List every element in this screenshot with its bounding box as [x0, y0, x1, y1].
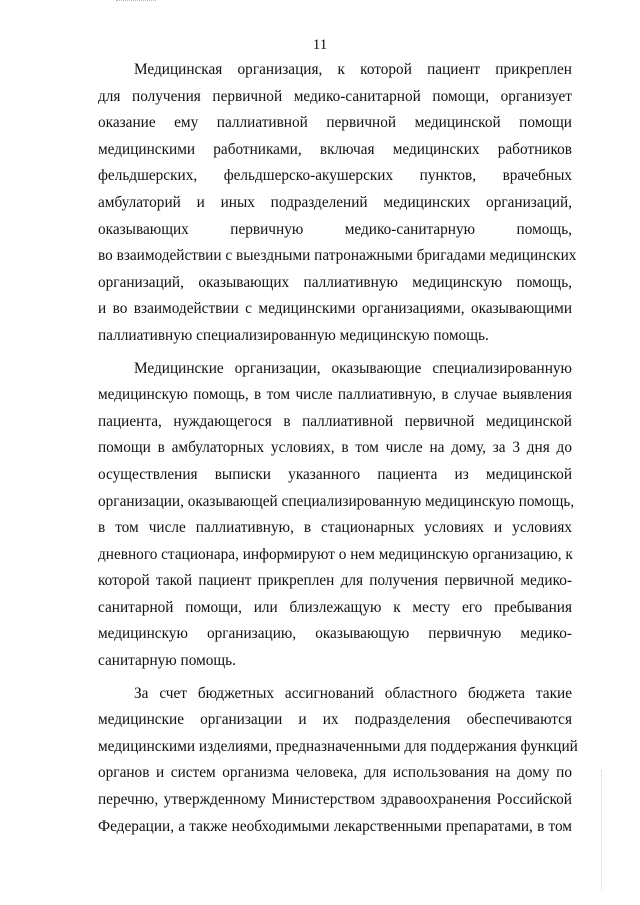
text-line: оказание ему паллиативной первичной медицинской помощи — [98, 114, 572, 132]
text-line: Федерации, а также необходимыми лекарственными препаратами, в том — [98, 817, 572, 835]
paragraph — [98, 57, 577, 350]
text-line: организаций, оказывающих паллиативную медицинскую помощь, — [98, 273, 572, 291]
text-line: медицинскими изделиями, предназначенными для поддержания функций — [98, 737, 578, 755]
scan-edge-artifact — [601, 770, 604, 890]
scan-artifact — [116, 0, 156, 5]
text-line: санитарной помощи, или близлежащую к месту его пребывания — [98, 598, 572, 616]
text-line: организации, оказывающей специализированную медицинскую помощь, — [98, 492, 575, 510]
text-line: для получения первичной медико-санитарной помощи, организует — [98, 87, 572, 105]
text-line: помощи в амбулаторных условиях, в том числе на дому, за 3 дня до — [98, 439, 572, 457]
text-line: медицинские организации и их подразделения обеспечиваются — [98, 711, 572, 729]
text-line: паллиативную специализированную медицинскую помощь. — [98, 326, 489, 344]
text-line: и во взаимодействии с медицинскими организациями, оказывающими — [98, 300, 572, 318]
text-line: медицинскую организацию, оказывающую первичную медико- — [98, 625, 572, 643]
paragraph — [98, 356, 575, 675]
text-line: Медицинская организация, к которой пациент прикреплен — [134, 61, 572, 78]
text-line: перечню, утвержденному Министерством здравоохранения Российской — [98, 791, 572, 809]
paragraph — [98, 681, 578, 841]
text-line: амбулаторий и иных подразделений медицинских организаций, — [98, 193, 572, 211]
text-line: фельдшерских, фельдшерско-акушерских пунктов, врачебных — [98, 167, 572, 185]
text-line: в том числе паллиативную, в стационарных условиях и условиях — [98, 519, 572, 537]
document-body — [98, 57, 578, 846]
text-line: оказывающих первичную медико-санитарную помощь, — [98, 220, 572, 238]
text-line: пациента, нуждающегося в паллиативной первичной медицинской — [98, 412, 572, 430]
text-line: которой такой пациент прикреплен для получения первичной медико- — [98, 572, 572, 590]
text-line: во взаимодействии с выездными патронажными бригадами медицинских — [98, 247, 577, 265]
text-line: осуществления выписки указанного пациента из медицинской — [98, 465, 572, 483]
text-line: дневного стационара, информируют о нем медицинскую организацию, к — [98, 545, 573, 563]
text-line: За счет бюджетных ассигнований областного бюджета такие — [134, 684, 572, 702]
text-line: санитарную помощь. — [98, 652, 236, 670]
text-line: Медицинские организации, оказывающие специализированную — [134, 359, 572, 377]
text-line: органов и систем организма человека, для использования на дому по — [98, 764, 572, 782]
page-number: 11 — [312, 37, 328, 53]
text-line: медицинскую помощь, в том числе паллиативную, в случае выявления — [98, 386, 572, 404]
text-line: медицинскими работниками, включая медицинских работников — [98, 140, 572, 158]
